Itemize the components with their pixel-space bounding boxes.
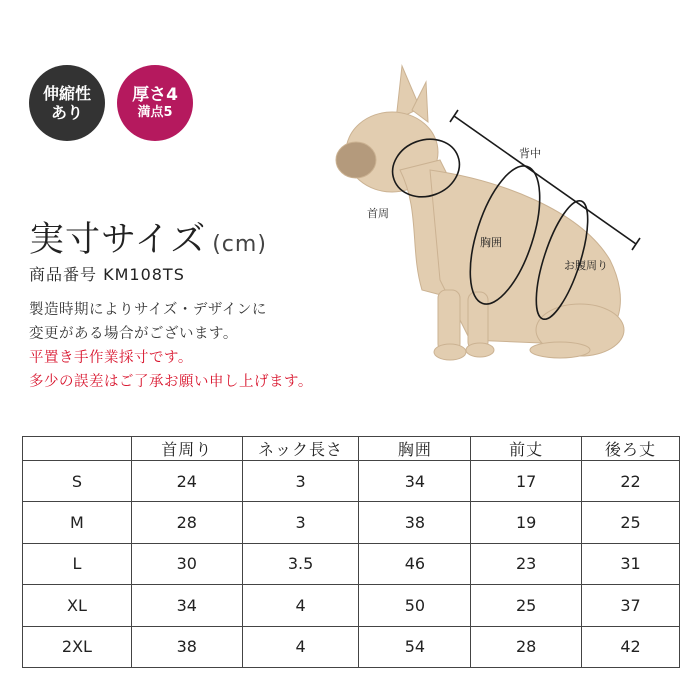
thickness-badge (117, 65, 193, 141)
page-title (29, 212, 267, 262)
table-cell: 50 (359, 585, 471, 626)
table-cell: 54 (359, 626, 471, 667)
thickness-badge-line1: 厚さ4 (132, 85, 178, 105)
header-cell: 後ろ丈 (582, 437, 680, 461)
table-cell: 34 (131, 585, 242, 626)
table-cell: 3.5 (242, 543, 359, 584)
stretch-badge (29, 65, 105, 141)
product-number: 商品番号 KM108TS (29, 265, 185, 284)
header-cell (23, 437, 132, 461)
table-cell: 4 (242, 585, 359, 626)
title-unit: (cm) (212, 232, 267, 257)
label-belly: お腹周り (564, 259, 608, 272)
table-cell: 46 (359, 543, 471, 584)
table-cell: 28 (471, 626, 582, 667)
size-table (22, 436, 680, 668)
table-cell: 38 (131, 626, 242, 667)
size-cell: XL (23, 585, 132, 626)
label-chest: 胸囲 (480, 236, 502, 249)
note-red-line-1: 平置き手作業採寸です。 (29, 350, 193, 366)
table-cell: 25 (582, 502, 680, 543)
table-cell: 42 (582, 626, 680, 667)
size-cell: S (23, 461, 132, 502)
table-cell: 3 (242, 502, 359, 543)
label-neck: 首周 (367, 207, 389, 220)
table-cell: 34 (359, 461, 471, 502)
thickness-badge-line2: 満点5 (137, 105, 173, 121)
table-cell: 30 (131, 543, 242, 584)
table-cell: 19 (471, 502, 582, 543)
table-cell: 37 (582, 585, 680, 626)
table-cell: 28 (131, 502, 242, 543)
stretch-badge-line1: 伸縮性 (42, 83, 91, 103)
table-cell: 25 (471, 585, 582, 626)
table-row (23, 461, 680, 502)
header-cell: 首周り (131, 437, 242, 461)
table-cell: 24 (131, 461, 242, 502)
note-red-line-2: 多少の誤差はご了承お願い申し上げます。 (29, 374, 313, 390)
note-line-1: 製造時期によりサイズ・デザインに (29, 302, 267, 318)
label-back: 背中 (519, 147, 541, 160)
table-row (23, 585, 680, 626)
table-cell: 22 (582, 461, 680, 502)
table-cell: 38 (359, 502, 471, 543)
table-row (23, 626, 680, 667)
size-cell: 2XL (23, 626, 132, 667)
size-cell: L (23, 543, 132, 584)
table-row (23, 543, 680, 584)
size-cell: M (23, 502, 132, 543)
table-row (23, 502, 680, 543)
table-header-row (23, 437, 680, 461)
header-cell: ネック長さ (242, 437, 359, 461)
table-cell: 3 (242, 461, 359, 502)
table-cell: 4 (242, 626, 359, 667)
header-cell: 前丈 (471, 437, 582, 461)
table-cell: 23 (471, 543, 582, 584)
note-line-2: 変更がある場合がございます。 (29, 326, 238, 342)
table-cell: 17 (471, 461, 582, 502)
table-cell: 31 (582, 543, 680, 584)
header-cell: 胸囲 (359, 437, 471, 461)
title-main: 実寸サイズ (29, 220, 207, 260)
stretch-badge-line2: あり (50, 103, 83, 122)
